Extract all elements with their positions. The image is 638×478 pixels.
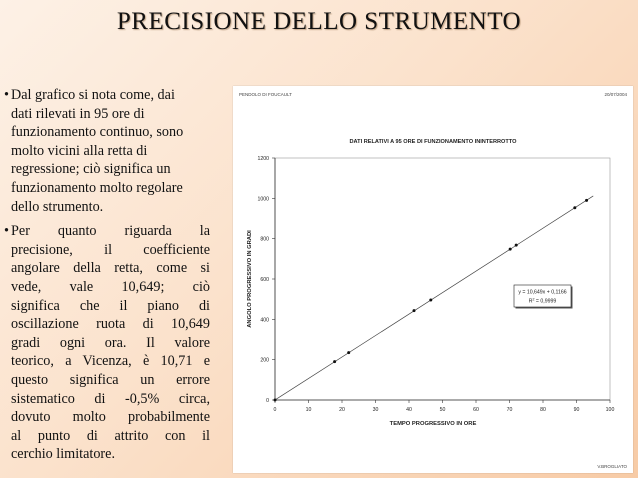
data-point (429, 298, 432, 301)
y-tick-label: 200 (260, 357, 269, 364)
x-tick-label: 90 (573, 407, 580, 413)
bullet-line: precisione, il coefficiente (11, 241, 210, 258)
plot-frame (275, 158, 610, 400)
figure-footer-right: V.BROGLIATO (597, 464, 627, 469)
x-tick-label: 20 (339, 407, 345, 413)
bullet-line: questo significa un errore (11, 371, 210, 388)
y-axis-label: ANGOLO PROGRESSIVO IN GRADI (247, 230, 253, 328)
data-point (413, 309, 416, 312)
x-tick-label: 60 (473, 407, 479, 413)
x-tick-label: 100 (605, 407, 615, 413)
bullet-line: Per quanto riguarda la (11, 223, 210, 240)
y-tick-label: 800 (260, 236, 269, 243)
regression-equation: y = 10,649x + 0,1166 (518, 289, 567, 296)
r-squared-label: $R^2 = 0,9999$ (528, 297, 557, 305)
data-point (333, 360, 336, 363)
bullet-line: significa che il piano di (11, 297, 210, 314)
y-tick-label: 600 (260, 277, 269, 283)
bullet-line: sistematico di -0,5% circa, (11, 390, 210, 407)
bullet-line: dovuto molto probabilmente (11, 409, 210, 426)
data-point (509, 248, 512, 251)
bullet-line: angolare della retta, come si (11, 260, 210, 277)
text-column (4, 86, 210, 470)
data-point (585, 199, 588, 202)
y-tick-label: 400 (260, 317, 269, 324)
slide-title: PRECISIONE DELLO STRUMENTO (116, 8, 522, 35)
x-tick-label: 70 (506, 407, 513, 413)
bullet-paragraph-1 (4, 86, 210, 216)
x-tick-label: 50 (439, 407, 446, 413)
data-point (573, 206, 576, 209)
bullet-line: Dal grafico si nota come, dai (11, 87, 175, 103)
chart-title: DATI RELATIVI A 95 ORE DI FUNZIONAMENTO ININTERROTTO (349, 139, 517, 145)
bullet-line: oscillazione ruota di 10,649 (11, 316, 210, 333)
data-point (515, 244, 518, 247)
y-tick-label: 0 (266, 398, 269, 404)
y-tick-label: 1000 (257, 196, 269, 203)
x-tick-label: 10 (305, 407, 312, 413)
x-axis-label: TEMPO PROGRESSIVO IN ORE (389, 421, 477, 427)
bullet-line: cerchio limitatore. (11, 446, 115, 463)
bullet-line: dati rilevati in 95 ore di (11, 105, 145, 122)
x-tick-label: 40 (406, 407, 412, 413)
bullet-line: teorico, a Vicenza, è 10,71 e (11, 353, 210, 370)
bullet-line: gradi ogni ora. Il valore (11, 334, 210, 351)
bullet-line: molto vicini alla retta di (11, 142, 148, 159)
bullet-line: al punto di attrito con il (11, 427, 210, 444)
bullet-marker: • (4, 87, 9, 103)
data-point (347, 351, 350, 354)
x-tick-label: 0 (273, 407, 277, 413)
bullet-line: vede, vale 10,649; ciò (11, 278, 210, 295)
x-tick-label: 80 (540, 407, 546, 413)
bullet-paragraph-2 (4, 222, 210, 464)
bullet-line: funzionamento continuo, sono (11, 124, 184, 141)
figure-header-left: PENDOLO DI FOUCAULT (239, 92, 292, 97)
bullet-line: regressione; ciò significa un (11, 161, 171, 178)
figure-header-right: 20/07/2004 (604, 92, 627, 97)
bullet-line: funzionamento molto regolare (11, 179, 183, 196)
chart-svg (233, 86, 633, 473)
bullet-line: dello strumento. (11, 198, 104, 215)
y-tick-label: 1200 (257, 156, 269, 162)
x-tick-label: 30 (372, 407, 379, 413)
regression-chart-figure (233, 86, 633, 473)
bullet-marker: • (4, 223, 9, 240)
data-point (274, 399, 277, 402)
